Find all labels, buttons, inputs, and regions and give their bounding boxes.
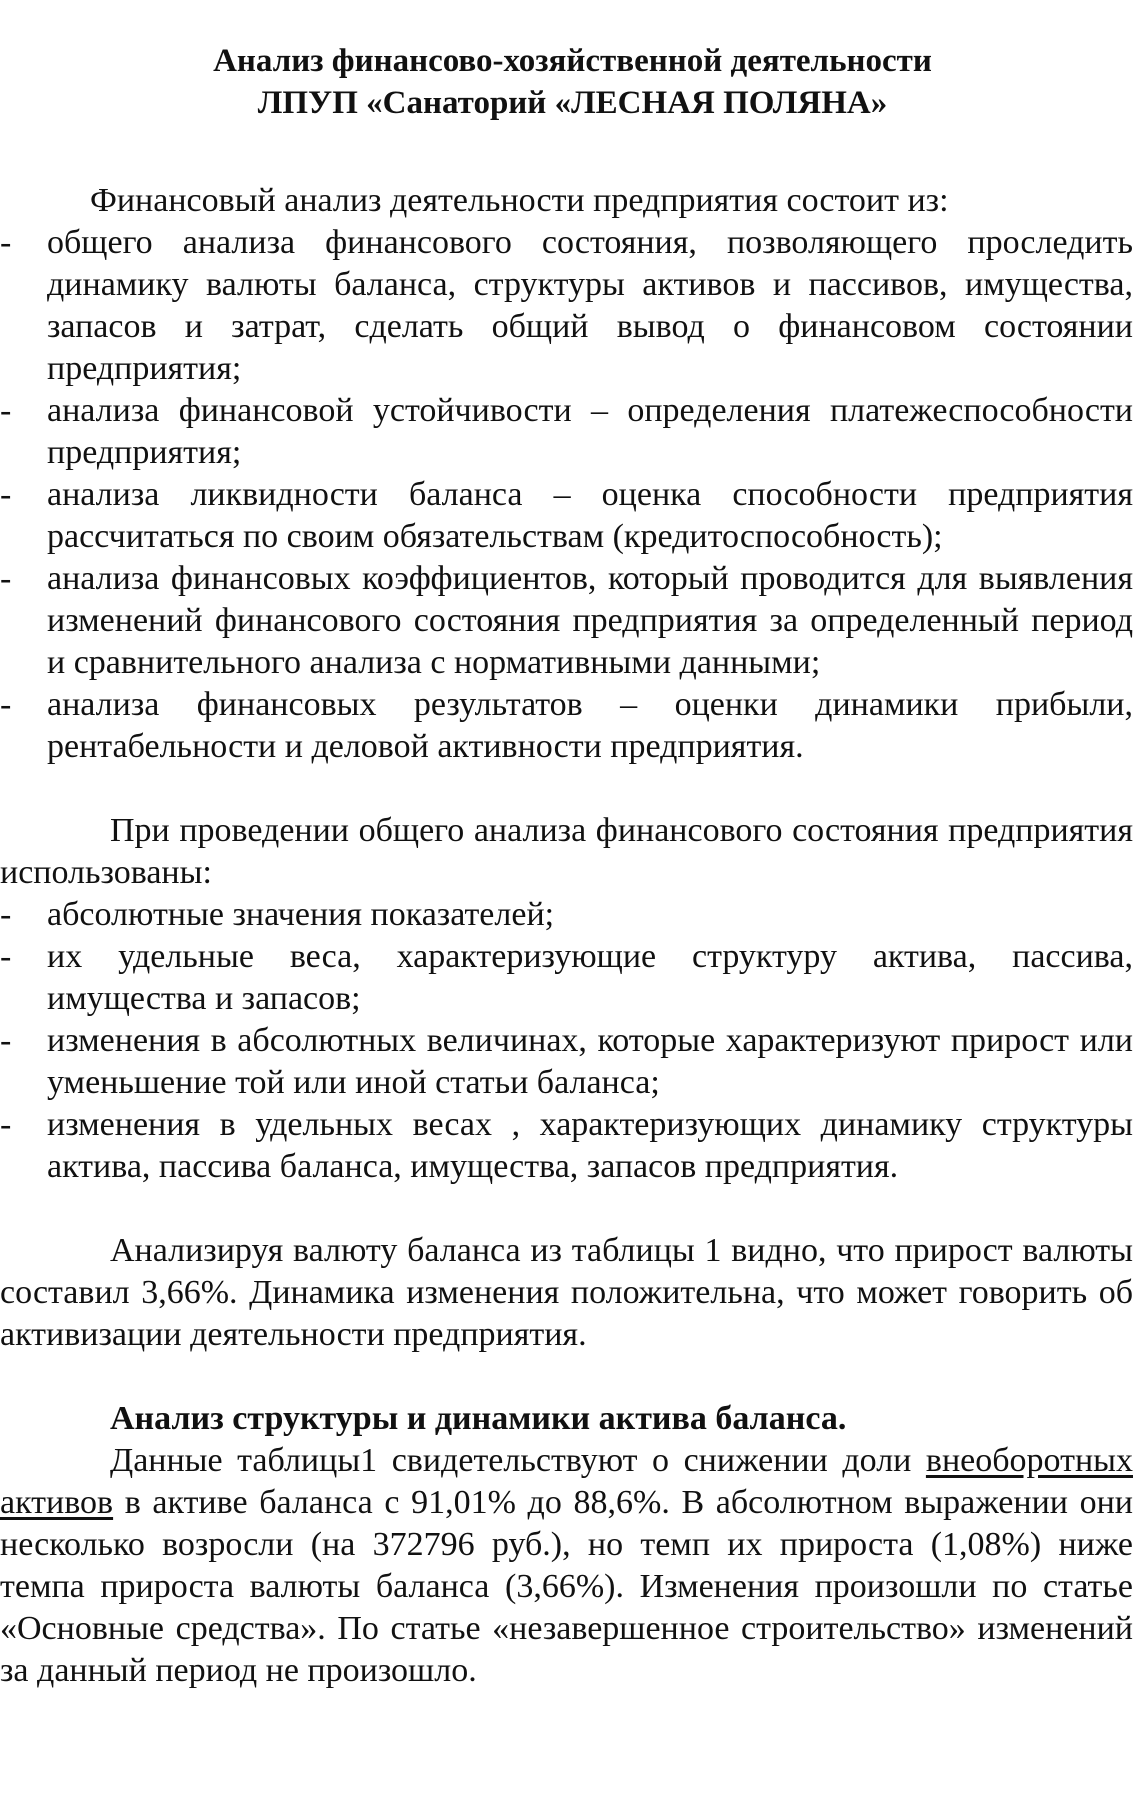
intro-paragraph: Финансовый анализ деятельности предприятия состоит из: [90, 182, 949, 219]
list-item-text: их удельные веса, характеризующие структуру актива, пассива, имущества и запасов; [47, 938, 1133, 1017]
list-item-text: абсолютные значения показателей; [47, 896, 555, 933]
list-item [0, 1020, 1145, 1104]
methods-list [0, 894, 1145, 1188]
list-item [0, 894, 1145, 936]
list-item-text: общего анализа финансового состояния, позволяющего проследить динамику валюты баланса, структуры активов и пассивов, имущества, запасов и затрат, сделать общий вывод о финансовом состоянии предприятия; [47, 224, 1133, 387]
list-item [0, 558, 1145, 684]
list-item [0, 390, 1145, 474]
bullet-dash: - [0, 896, 12, 933]
paragraph-gap [0, 768, 1145, 810]
list-item [0, 936, 1145, 1020]
bullet-dash: - [0, 476, 12, 513]
document-title-line-1: Анализ финансово-хозяйственной деятельности [213, 43, 932, 79]
asset-structure-text-end: в активе баланса с 91,01% до 88,6%. В абсолютном выражении они несколько возросли (на 372796 руб.), но темп их прироста (1,08%) ниже темпа прироста валюты баланса (3,66%). Изменения произошли по статье «Основные средства». По статье «незавершенное строительство» изменений за данный период не произошло. [0, 1484, 1133, 1689]
non-current-assets-underlined: внеоборотных активов [0, 1442, 1133, 1521]
analysis-components-list [0, 222, 1145, 768]
methods-paragraph: При проведении общего анализа финансового состояния предприятия использованы: [0, 812, 1133, 891]
list-item [0, 222, 1145, 390]
balance-currency-paragraph: Анализируя валюту баланса из таблицы 1 видно, что прирост валюты составил 3,66%. Динамика изменения положительна, что может говорить об активизации деятельности предприятия. [0, 1232, 1133, 1353]
list-item-text: анализа финансовых коэффициентов, который проводится для выявления изменений финансового состояния предприятия за определенный период и сравнительного анализа с нормативными данными; [47, 560, 1133, 681]
bullet-dash: - [0, 686, 12, 723]
paragraph-gap [0, 1356, 1145, 1398]
list-item-text: анализа финансовых результатов – оценки динамики прибыли, рентабельности и деловой активности предприятия. [47, 686, 1133, 765]
list-item-text: анализа финансовой устойчивости – определения платежеспособности предприятия; [47, 392, 1133, 471]
section-heading: Анализ структуры и динамики актива баланса. [110, 1400, 847, 1437]
bullet-dash: - [0, 560, 12, 597]
asset-structure-text-start: Данные таблицы1 свидетельствуют о снижении доли [110, 1442, 926, 1479]
list-item-text: изменения в абсолютных величинах, которые характеризуют прирост или уменьшение той или иной статьи баланса; [47, 1022, 1133, 1101]
list-item [0, 1104, 1145, 1188]
bullet-dash: - [0, 938, 12, 975]
paragraph-gap [0, 1188, 1145, 1230]
document-page [0, 40, 1145, 1692]
asset-structure-paragraph [0, 1440, 1145, 1692]
list-item [0, 684, 1145, 768]
bullet-dash: - [0, 1022, 12, 1059]
list-item-text: анализа ликвидности баланса – оценка способности предприятия рассчитаться по своим обязательствам (кредитоспособность); [47, 476, 1133, 555]
list-item-text: изменения в удельных весах , характеризующих динамику структуры актива, пассива баланса, имущества, запасов предприятия. [47, 1106, 1133, 1185]
bullet-dash: - [0, 1106, 12, 1143]
list-item [0, 474, 1145, 558]
bullet-dash: - [0, 392, 12, 429]
bullet-dash: - [0, 224, 12, 261]
document-title-line-2: ЛПУП «Санаторий «ЛЕСНАЯ ПОЛЯНА» [257, 85, 888, 121]
